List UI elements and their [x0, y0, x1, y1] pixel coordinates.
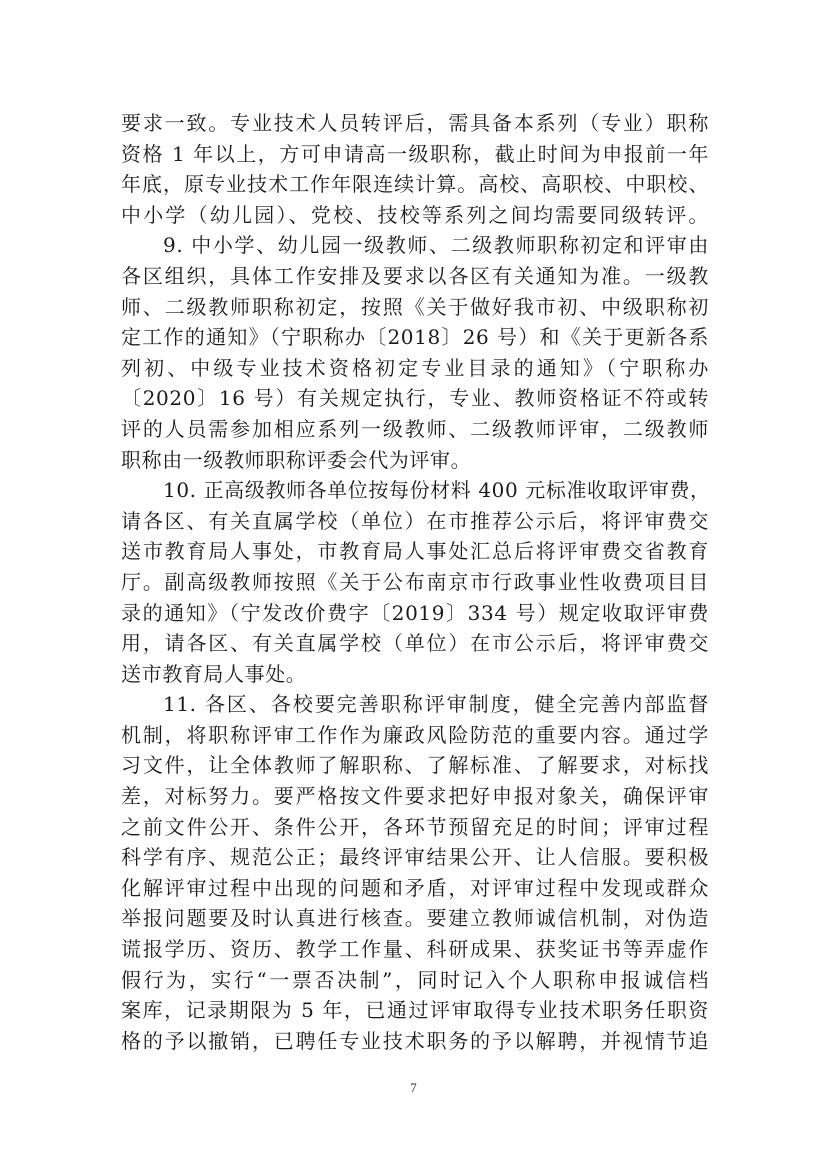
paragraph: [121, 689, 709, 1056]
text-line: 厅。副高级教师按照《关于公布南京市行政事业性收费项目目: [121, 569, 709, 594]
text-line: 职称由一级教师职称评委会代为评审。: [121, 447, 472, 472]
text-line: 科学有序、规范公正；最终评审结果公开、让人信服。要积极: [121, 845, 709, 870]
text-line: 假行为，实行“一票否决制”，同时记入个人职称申报诚信档: [121, 967, 709, 992]
text-line: 化解评审过程中出现的问题和矛盾，对评审过程中发现或群众: [121, 875, 709, 900]
page-number: 7: [410, 1080, 417, 1095]
text-line: 用，请各区、有关直属学校（单位）在市公示后，将评审费交: [121, 631, 709, 656]
text-line: 中小学（幼儿园）、党校、技校等系列之间均需要同级转评。: [121, 202, 709, 227]
text-line: 格的予以撤销，已聘任专业技术职务的予以解聘，并视情节追: [121, 1028, 709, 1053]
text-line: 习文件，让全体教师了解职称、了解标准、了解要求，对标找: [121, 753, 709, 778]
text-line: 10. 正高级教师各单位按每份材料 400 元标准收取评审费，: [163, 478, 711, 503]
text-line: 师、二级教师职称初定，按照《关于做好我市初、中级职称初: [121, 294, 709, 319]
text-line: 9. 中小学、幼儿园一级教师、二级教师职称初定和评审由: [163, 233, 709, 258]
text-line: 各区组织，具体工作安排及要求以各区有关通知为准。一级教: [121, 263, 709, 288]
paragraph: [121, 108, 709, 230]
text-line: 要求一致。专业技术人员转评后，需具备本系列（专业）职称: [121, 111, 709, 135]
text-line: 列初、中级专业技术资格初定专业目录的通知》（宁职称办: [121, 355, 709, 380]
text-line: 11. 各区、各校要完善职称评审制度，健全完善内部监督: [163, 692, 709, 717]
text-line: 定工作的通知》（宁职称办〔2018〕26 号）和《关于更新各系: [121, 325, 709, 350]
text-line: 机制，将职称评审工作作为廉政风险防范的重要内容。通过学: [121, 722, 709, 747]
text-line: 举报问题要及时认真进行核查。要建立教师诚信机制，对伪造: [121, 906, 709, 931]
text-line: 差，对标努力。要严格按文件要求把好申报对象关，确保评审: [121, 784, 709, 809]
text-line: 〔2020〕16 号）有关规定执行，专业、教师资格证不符或转: [121, 386, 709, 411]
text-line: 资格 1 年以上，方可申请高一级职称，截止时间为申报前一年: [121, 141, 709, 166]
text-line: 谎报学历、资历、教学工作量、科研成果、获奖证书等弄虚作: [121, 937, 709, 962]
text-line: 送市教育局人事处，市教育局人事处汇总后将评审费交省教育: [121, 539, 709, 564]
body-text: [121, 108, 709, 1056]
text-line: 送市教育局人事处。: [121, 661, 307, 686]
text-line: 之前文件公开、条件公开，各环节预留充足的时间；评审过程: [121, 814, 709, 839]
text-line: 评的人员需参加相应系列一级教师、二级教师评审，二级教师: [121, 416, 709, 441]
paragraph: [121, 475, 709, 689]
text-line: 案库，记录期限为 5 年，已通过评审取得专业技术职务任职资: [121, 998, 709, 1023]
paragraph: [121, 230, 709, 475]
text-line: 请各区、有关直属学校（单位）在市推荐公示后，将评审费交: [121, 508, 709, 533]
text-line: 录的通知》（宁发改价费字〔2019〕334 号）规定收取评审费: [121, 600, 709, 625]
text-line: 年底，原专业技术工作年限连续计算。高校、高职校、中职校、: [121, 172, 709, 197]
